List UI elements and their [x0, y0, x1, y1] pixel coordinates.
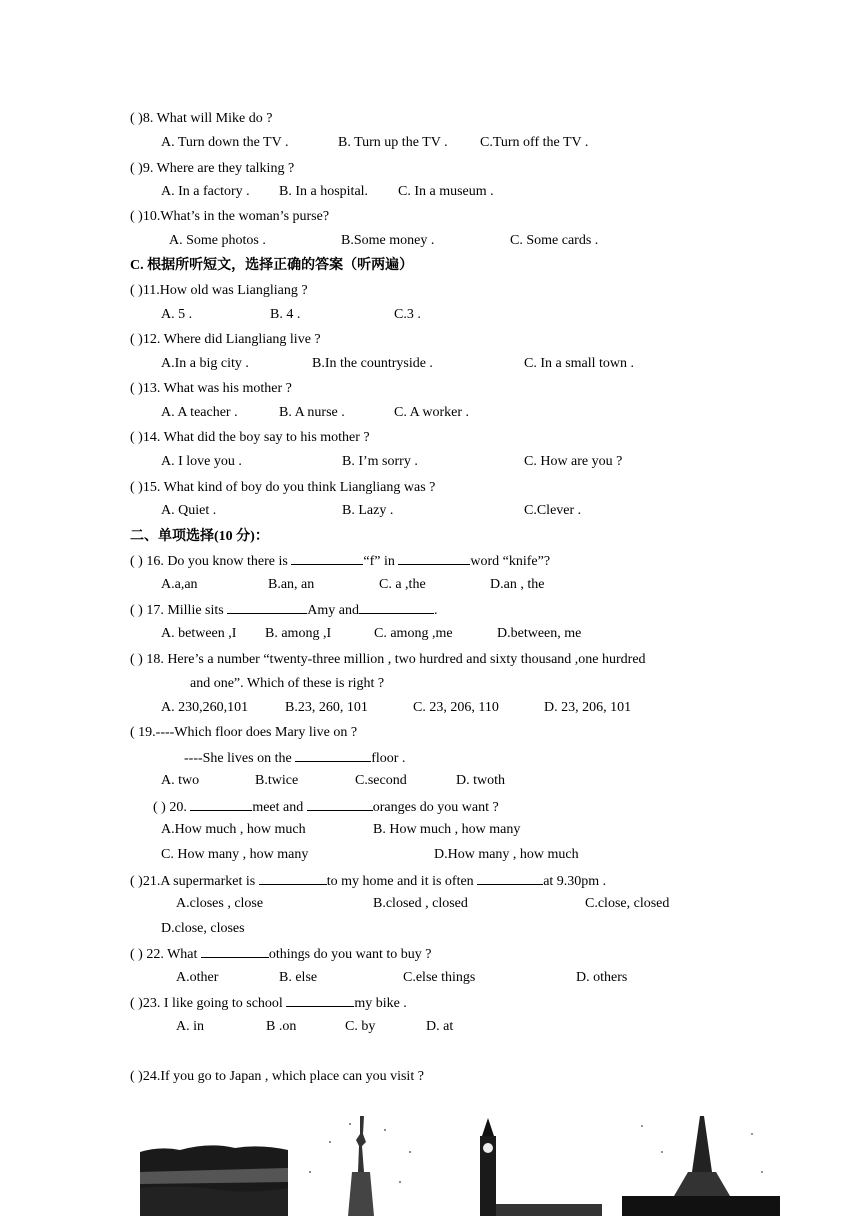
q23-option-d: D. at	[426, 1019, 454, 1034]
q8-option-c: C.Turn off the TV .	[480, 135, 589, 150]
q9-option-c: C. In a museum .	[398, 184, 494, 199]
q20-option-b: B. How much , how many	[373, 822, 521, 837]
question-16-stem	[130, 552, 550, 571]
question-15-stem: ( )15. What kind of boy do you think Liangliang was ?	[130, 480, 436, 495]
q19-option-a: A. two	[161, 773, 200, 788]
q20-text-1: ( ) 20.	[153, 800, 191, 815]
q20-text-3: oranges do you want ?	[372, 800, 499, 815]
q18-option-a: A. 230,260,101	[161, 700, 249, 715]
q16-option-d: D.an , the	[490, 577, 545, 592]
q12-option-a: A.In a big city .	[161, 356, 249, 371]
q23-option-c: C. by	[345, 1019, 376, 1034]
q20-blank-2	[307, 798, 373, 811]
q21-text-3: at 9.30pm .	[543, 874, 607, 889]
q20-option-d: D.How many , how much	[434, 847, 579, 862]
q20-text-2: meet and	[252, 800, 307, 815]
q22-option-d: D. others	[576, 970, 628, 985]
section-2-heading: 二、单项选择(10 分)：	[130, 529, 269, 544]
q22-option-c: C.else things	[403, 970, 476, 985]
q12-option-b: B.In the countryside .	[312, 356, 433, 371]
q8-option-b: B. Turn up the TV .	[338, 135, 448, 150]
q22-text-2: othings do you want to buy ?	[268, 947, 432, 962]
question-8-stem: ( )8. What will Mike do ?	[130, 111, 273, 126]
q16-option-b: B.an, an	[268, 577, 315, 592]
question-21-stem	[130, 872, 606, 891]
section-c-heading: C. 根据所听短文，选择正确的答案（听两遍）	[130, 258, 414, 273]
question-11-stem: ( )11.How old was Liangliang ?	[130, 283, 308, 298]
q19-text-1: ----She lives on the	[184, 751, 296, 766]
q19-option-b: B.twice	[255, 773, 299, 788]
q20-option-c: C. How many , how many	[161, 847, 309, 862]
q14-option-b: B. I’m sorry .	[342, 454, 418, 469]
question-20-stem	[153, 798, 499, 817]
statue-of-liberty-photo	[290, 1112, 440, 1216]
q14-option-a: A. I love you .	[161, 454, 242, 469]
question-22-stem	[130, 945, 431, 964]
q23-text-2: my bike .	[354, 996, 407, 1011]
question-10-stem: ( )10.What’s in the woman’s purse?	[130, 209, 330, 224]
q9-option-b: B. In a hospital.	[279, 184, 369, 199]
q12-option-c: C. In a small town .	[524, 356, 635, 371]
big-ben-photo	[470, 1118, 602, 1216]
q16-text-3: word “knife”?	[470, 554, 551, 569]
q20-option-a: A.How much , how much	[161, 822, 306, 837]
q22-blank-1	[201, 945, 269, 958]
q18-option-d: D. 23, 206, 101	[544, 700, 632, 715]
q18-option-b: B.23, 260, 101	[285, 700, 368, 715]
q21-option-a: A.closes , close	[176, 896, 264, 911]
question-17-stem	[130, 601, 437, 620]
q11-option-c: C.3 .	[394, 307, 421, 322]
q20-blank-1	[190, 798, 252, 811]
q8-option-a: A. Turn down the TV .	[161, 135, 289, 150]
q16-blank-2	[398, 552, 470, 565]
q21-option-b: B.closed , closed	[373, 896, 468, 911]
q17-blank-1	[227, 601, 307, 614]
q10-option-a: A. Some photos .	[169, 233, 266, 248]
question-18-stem: ( ) 18. Here’s a number “twenty-three million , two hurdred and sixty thousand ,one hurdred	[130, 652, 646, 667]
q19-option-c: C.second	[355, 773, 407, 788]
q17-option-b: B. among ,I	[265, 626, 332, 641]
q23-text-1: ( )23. I like going to school	[130, 996, 287, 1011]
mountain-landscape-photo	[140, 1138, 288, 1216]
q15-option-a: A. Quiet .	[161, 503, 217, 518]
q17-text-1: ( ) 17. Millie sits	[130, 603, 228, 618]
q11-option-b: B. 4 .	[270, 307, 301, 322]
question-14-stem: ( )14. What did the boy say to his mother ?	[130, 430, 370, 445]
q10-option-c: C. Some cards .	[510, 233, 599, 248]
q14-option-c: C. How are you ?	[524, 454, 623, 469]
q10-option-b: B.Some money .	[341, 233, 435, 248]
q21-option-c: C.close, closed	[585, 896, 670, 911]
q19-blank-1	[295, 749, 371, 762]
q15-option-c: C.Clever .	[524, 503, 582, 518]
q21-blank-2	[477, 872, 543, 885]
q23-option-b: B .on	[266, 1019, 297, 1034]
q17-option-d: D.between, me	[497, 626, 582, 641]
q17-option-c: C. among ,me	[374, 626, 453, 641]
q21-text-1: ( )21.A supermarket is	[130, 874, 259, 889]
q16-option-a: A.a,an	[161, 577, 198, 592]
q22-text-1: ( ) 22. What	[130, 947, 201, 962]
q19-option-d: D. twoth	[456, 773, 505, 788]
q21-text-2: to my home and it is often	[326, 874, 478, 889]
q13-option-c: C. A worker .	[394, 405, 470, 420]
q19-text-2: floor .	[371, 751, 406, 766]
q22-option-a: A.other	[176, 970, 219, 985]
q9-option-a: A. In a factory .	[161, 184, 250, 199]
q13-option-b: B. A nurse .	[279, 405, 345, 420]
question-19-stem: ( 19.----Which floor does Mary live on ?	[130, 725, 358, 740]
q21-blank-1	[259, 872, 327, 885]
question-12-stem: ( )12. Where did Liangliang live ?	[130, 332, 321, 347]
question-24-stem: ( )24.If you go to Japan , which place can you visit ?	[130, 1069, 424, 1084]
question-18-stem-line2: and one”. Which of these is right ?	[190, 676, 385, 691]
q23-blank-1	[286, 994, 354, 1007]
q17-blank-2	[359, 601, 434, 614]
q11-option-a: A. 5 .	[161, 307, 193, 322]
q23-option-a: A. in	[176, 1019, 204, 1034]
q16-option-c: C. a ,the	[379, 577, 426, 592]
q17-text-3: .	[433, 603, 438, 618]
question-19-answer-line	[184, 749, 405, 768]
eiffel-tower-photo	[622, 1112, 780, 1216]
question-9-stem: ( )9. Where are they talking ?	[130, 161, 295, 176]
question-13-stem: ( )13. What was his mother ?	[130, 381, 292, 396]
q16-text-2: “f” in	[363, 554, 399, 569]
q17-text-2: Amy and	[307, 603, 359, 618]
q17-option-a: A. between ,I	[161, 626, 237, 641]
question-23-stem	[130, 994, 407, 1013]
q16-blank-1	[291, 552, 363, 565]
q15-option-b: B. Lazy .	[342, 503, 394, 518]
q16-text-1: ( ) 16. Do you know there is	[130, 554, 292, 569]
q22-option-b: B. else	[279, 970, 318, 985]
q18-option-c: C. 23, 206, 110	[413, 700, 499, 715]
q21-option-d: D.close, closes	[161, 921, 245, 936]
q13-option-a: A. A teacher .	[161, 405, 238, 420]
